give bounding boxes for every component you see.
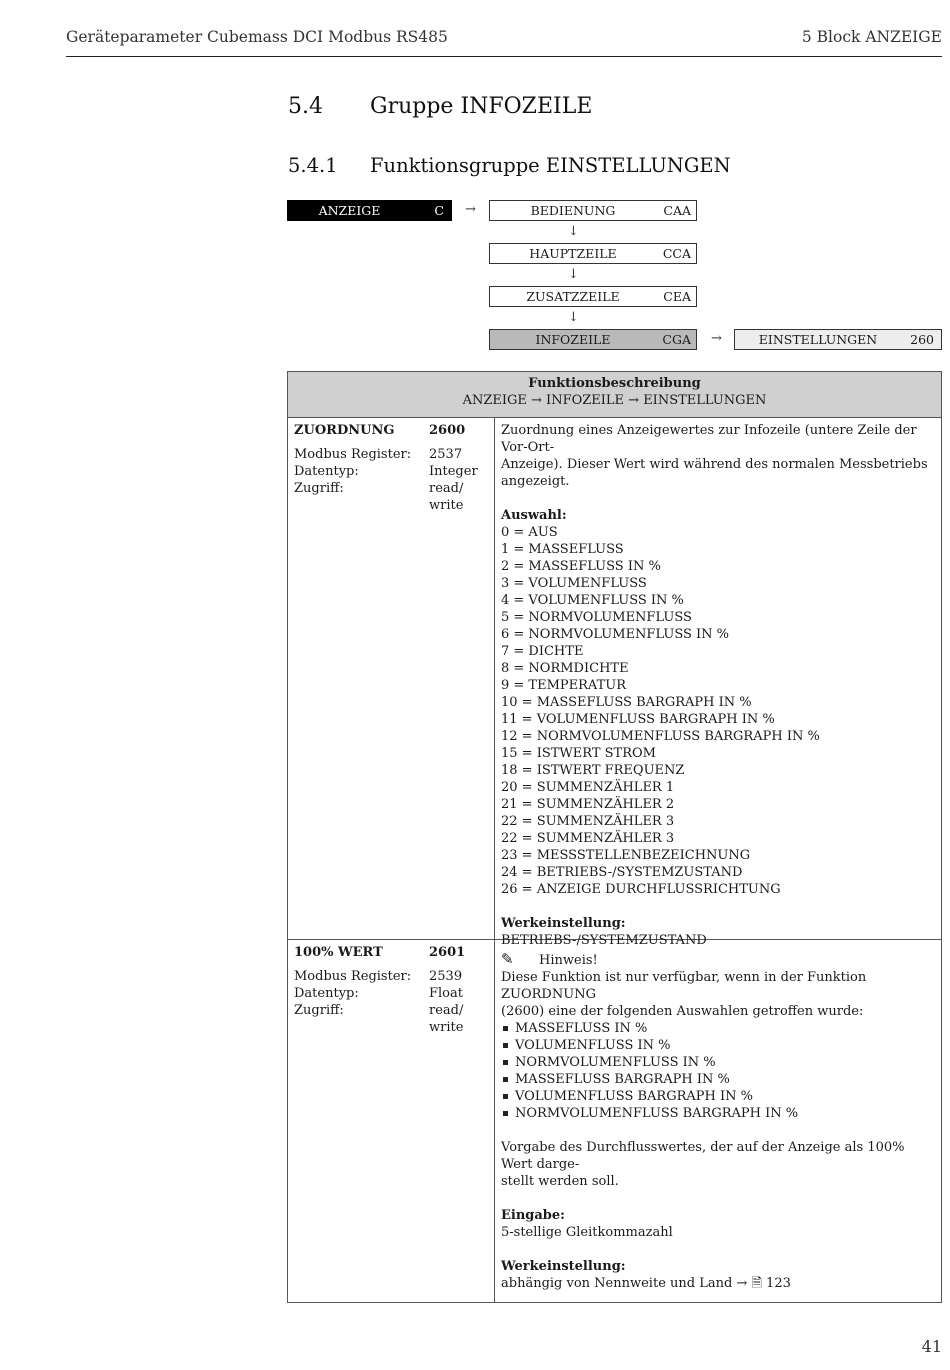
page-reference-icon: 🗎 <box>751 1276 762 1291</box>
meta-label: Zugriff: <box>294 481 344 496</box>
selection-option: 11 = VOLUMENFLUSS BARGRAPH IN % <box>501 712 775 727</box>
function-description <box>501 422 937 949</box>
function-info <box>294 422 490 513</box>
arrow-down-icon: ↓ <box>568 267 579 282</box>
selection-option: 1 = MASSEFLUSS <box>501 542 624 557</box>
factory-setting-value: BETRIEBS-/SYSTEMZUSTAND <box>501 933 707 948</box>
function-description-table <box>287 371 942 1303</box>
table-header <box>288 372 941 418</box>
selection-option: 6 = NORMVOLUMENFLUSS IN % <box>501 627 730 642</box>
function-code: 2601 <box>429 945 466 960</box>
page-number: 41 <box>921 1337 942 1356</box>
function-name: 100% WERT <box>294 945 383 960</box>
bullet-item: VOLUMENFLUSS BARGRAPH IN % <box>501 1088 937 1105</box>
running-header-title: Geräteparameter Cubemass DCI Modbus RS485 <box>66 28 448 46</box>
arrow-right-icon: → <box>465 202 476 217</box>
selection-option: 15 = ISTWERT STROM <box>501 746 656 761</box>
selection-label: Auswahl: <box>501 508 567 523</box>
function-group-label: EINSTELLUNGEN <box>758 332 878 347</box>
hint-text-line: Diese Funktion ist nur verfügbar, wenn in der Funktion ZUORDNUNG <box>501 970 867 1002</box>
selection-option: 9 = TEMPERATUR <box>501 678 627 693</box>
group-label: BEDIENUNG <box>530 203 616 218</box>
group-label: ZUSATZZEILE <box>526 289 620 304</box>
selection-option: 12 = NORMVOLUMENFLUSS BARGRAPH IN % <box>501 729 820 744</box>
bullet-item: NORMVOLUMENFLUSS BARGRAPH IN % <box>501 1105 937 1122</box>
input-label: Eingabe: <box>501 1208 565 1223</box>
input-value: 5-stellige Gleitkommazahl <box>501 1225 673 1240</box>
meta-value: 2537 <box>429 447 463 462</box>
subsection-heading <box>288 154 731 177</box>
selection-option: 22 = SUMMENZÄHLER 3 <box>501 831 675 846</box>
factory-setting-value: abhängig von Nennweite und Land → <box>501 1276 752 1291</box>
meta-values <box>429 446 478 514</box>
section-title: Gruppe INFOZEILE <box>370 94 593 119</box>
selection-option: 4 = VOLUMENFLUSS IN % <box>501 593 684 608</box>
group-zusatzzeile <box>489 286 697 307</box>
selection-option: 20 = SUMMENZÄHLER 1 <box>501 780 675 795</box>
function-code: 2600 <box>429 423 466 438</box>
header-divider <box>66 56 942 57</box>
group-code: CCA <box>662 246 691 261</box>
meta-value: write <box>429 498 464 513</box>
meta-label: Modbus Register: <box>294 969 412 984</box>
bullet-item: MASSEFLUSS IN % <box>501 1020 937 1037</box>
selection-option: 26 = ANZEIGE DURCHFLUSSRICHTUNG <box>501 882 781 897</box>
bullet-list <box>501 1020 937 1122</box>
meta-label: Datentyp: <box>294 986 359 1001</box>
factory-setting-line <box>501 1275 937 1292</box>
pencil-icon: ✎ <box>501 950 514 968</box>
meta-value: read/ <box>429 481 464 496</box>
meta-labels <box>294 446 411 497</box>
block-anzeige <box>287 200 452 221</box>
hint-text-line: (2600) eine der folgenden Auswahlen getroffen wurde: <box>501 1004 864 1019</box>
meta-label: Datentyp: <box>294 464 359 479</box>
function-info <box>294 944 490 1035</box>
arrow-down-icon: ↓ <box>568 310 579 325</box>
selection-option: 24 = BETRIEBS-/SYSTEMZUSTAND <box>501 865 743 880</box>
group-bedienung <box>489 200 697 221</box>
selection-option: 22 = SUMMENZÄHLER 3 <box>501 814 675 829</box>
function-group-code: 260 <box>910 332 934 347</box>
table-row-zuordnung <box>288 417 941 948</box>
meta-value: Float <box>429 986 463 1001</box>
table-header-path: ANZEIGE → INFOZEILE → EINSTELLUNGEN <box>462 393 767 408</box>
section-heading <box>288 94 593 119</box>
description-line: Vorgabe des Durchflusswertes, der auf der Anzeige als 100% Wert darge- <box>501 1140 905 1172</box>
meta-value: write <box>429 1020 464 1035</box>
table-header-title: Funktionsbeschreibung <box>528 376 701 391</box>
group-hauptzeile <box>489 243 697 264</box>
description-line: Zuordnung eines Anzeigewertes zur Infozeile (untere Zeile der Vor-Ort- <box>501 423 917 455</box>
description-line: Anzeige). Dieser Wert wird während des normalen Messbetriebs angezeigt. <box>501 457 928 489</box>
group-infozeile <box>489 329 697 350</box>
group-label: HAUPTZEILE <box>529 246 617 261</box>
selection-option: 2 = MASSEFLUSS IN % <box>501 559 661 574</box>
group-code: CEA <box>663 289 691 304</box>
selection-option: 7 = DICHTE <box>501 644 584 659</box>
arrow-right-icon: → <box>711 331 722 346</box>
page-reference: 123 <box>766 1276 791 1291</box>
factory-setting-label: Werkeinstellung: <box>501 1259 626 1274</box>
meta-value: 2539 <box>429 969 463 984</box>
hint-label: Hinweis! <box>539 953 598 968</box>
function-description <box>501 951 937 1292</box>
meta-value: Integer <box>429 464 478 479</box>
meta-value: read/ <box>429 1003 464 1018</box>
subsection-title: Funktionsgruppe EINSTELLUNGEN <box>370 154 731 177</box>
table-row-100-wert <box>288 939 941 1302</box>
factory-setting-label: Werkeinstellung: <box>501 916 626 931</box>
selection-option: 8 = NORMDICHTE <box>501 661 629 676</box>
selection-option: 21 = SUMMENZÄHLER 2 <box>501 797 675 812</box>
meta-label: Modbus Register: <box>294 447 412 462</box>
running-header-section: 5 Block ANZEIGE <box>801 28 942 46</box>
selection-option: 5 = NORMVOLUMENFLUSS <box>501 610 692 625</box>
selection-list <box>501 524 937 898</box>
arrow-down-icon: ↓ <box>568 224 579 239</box>
group-code: CGA <box>662 332 691 347</box>
bullet-item: NORMVOLUMENFLUSS IN % <box>501 1054 937 1071</box>
function-group-einstellungen <box>734 329 942 350</box>
bullet-item: MASSEFLUSS BARGRAPH IN % <box>501 1071 937 1088</box>
selection-option: 23 = MESSSTELLENBEZEICHNUNG <box>501 848 751 863</box>
meta-labels <box>294 968 411 1019</box>
block-label: ANZEIGE <box>318 203 381 218</box>
bullet-item: VOLUMENFLUSS IN % <box>501 1037 937 1054</box>
function-name: ZUORDNUNG <box>294 423 395 438</box>
meta-values <box>429 968 463 1036</box>
section-number: 5.4 <box>288 94 323 119</box>
description-line: stellt werden soll. <box>501 1174 619 1189</box>
selection-option: 10 = MASSEFLUSS BARGRAPH IN % <box>501 695 752 710</box>
group-label: INFOZEILE <box>535 332 611 347</box>
subsection-number: 5.4.1 <box>288 154 338 177</box>
group-code: CAA <box>663 203 691 218</box>
meta-label: Zugriff: <box>294 1003 344 1018</box>
selection-option: 0 = AUS <box>501 525 558 540</box>
hint-line <box>501 951 937 969</box>
selection-option: 18 = ISTWERT FREQUENZ <box>501 763 685 778</box>
selection-option: 3 = VOLUMENFLUSS <box>501 576 647 591</box>
block-code: C <box>434 203 444 218</box>
